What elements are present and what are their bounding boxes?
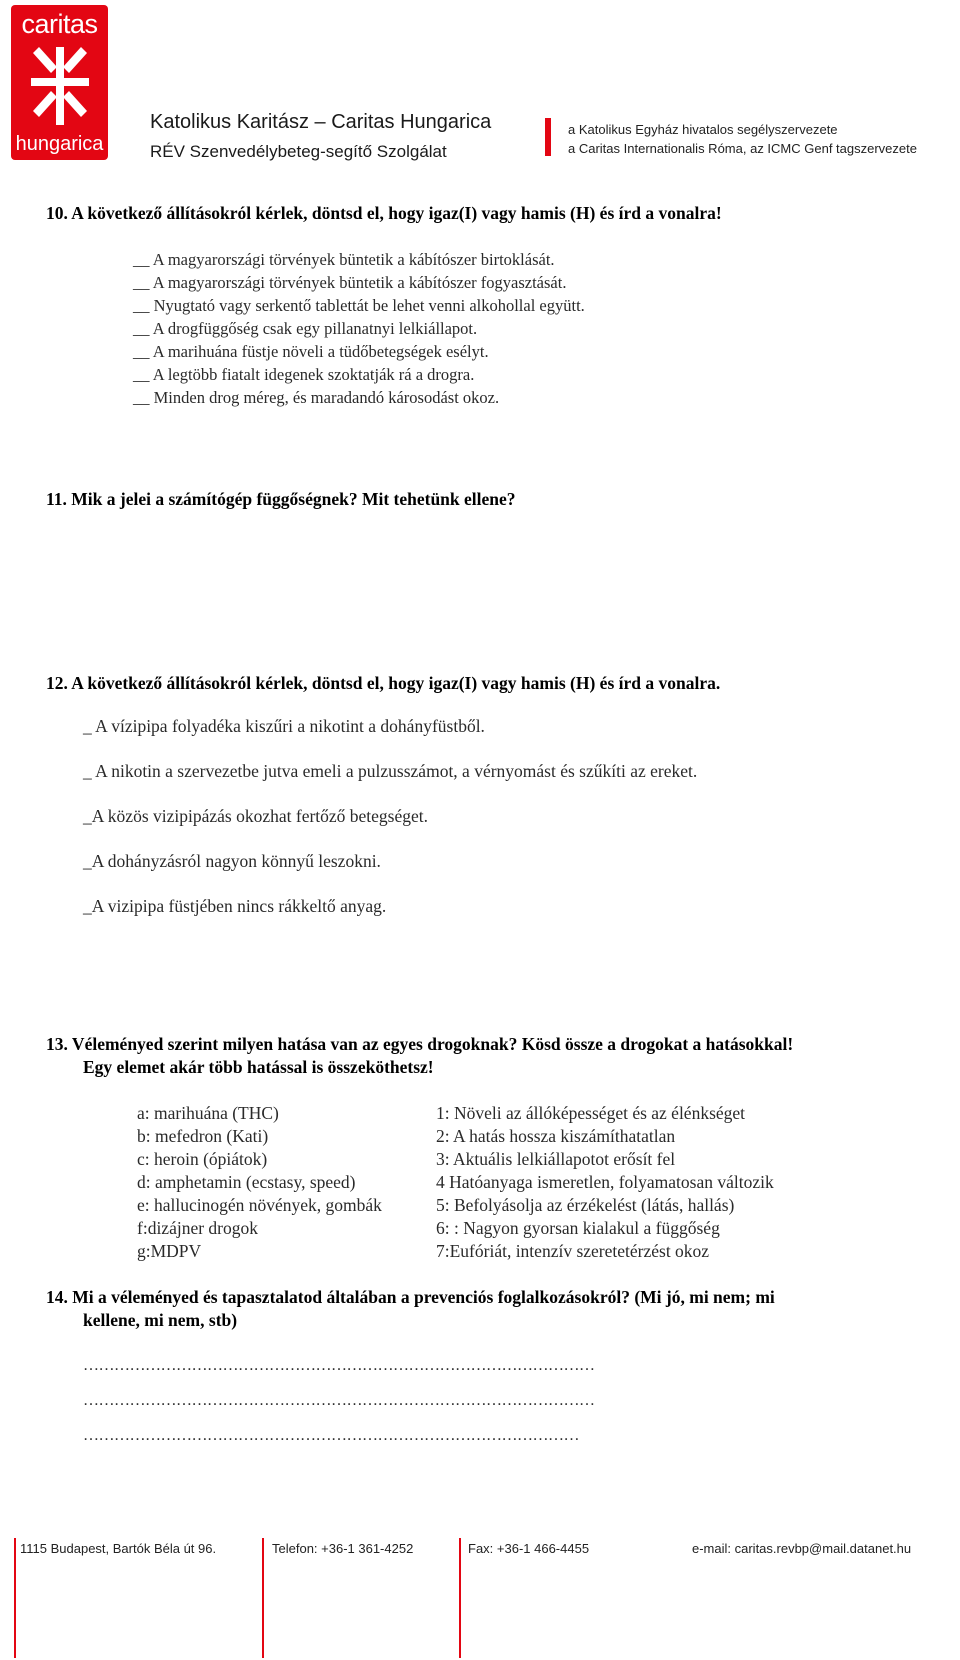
effect-item: 7:Eufóriát, intenzív szeretetérzést okoz [436, 1241, 710, 1261]
drug-item: d: amphetamin (ecstasy, speed) [137, 1172, 356, 1192]
question-11-title: 11. Mik a jelei a számítógép függőségnek? Mit tehetünk ellene? [46, 489, 516, 509]
drug-item: f:dizájner drogok [137, 1218, 258, 1238]
organization-name: Katolikus Karitász – Caritas Hungarica [150, 111, 492, 133]
logo-text-caritas: caritas [21, 9, 98, 39]
effect-item: 3: Aktuális lelkiállapotot erősít fel [436, 1149, 676, 1169]
question-14-title: 14. Mi a véleményed és tapasztalatod általában a prevenciós foglalkozásokról? (Mi jó, mi nem; mi [46, 1287, 775, 1307]
answer-line: ……………………………………………………………………………………… [83, 1392, 595, 1409]
footer-phone: Telefon: +36-1 361-4252 [272, 1541, 414, 1556]
q12-statement: _A vizipipa füstjében nincs rákkeltő anyag. [83, 896, 387, 916]
footer-email: e-mail: caritas.revbp@mail.datanet.hu [692, 1541, 912, 1556]
drug-item: b: mefedron (Kati) [137, 1126, 269, 1146]
header-divider [545, 118, 551, 156]
question-10-title: 10. A következő állításokról kérlek, döntsd el, hogy igaz(I) vagy hamis (H) és írd a vonalra! [46, 203, 722, 223]
effect-item: 2: A hatás hossza kiszámíthatatlan [436, 1126, 676, 1146]
answer-line: …………………………………………………………………………………… [83, 1427, 579, 1444]
drug-item: e: hallucinogén növények, gombák [137, 1195, 382, 1215]
footer-address: 1115 Budapest, Bartók Béla út 96. [20, 1541, 217, 1556]
question-14-subtitle: kellene, mi nem, stb) [83, 1310, 238, 1330]
q10-statement: __ A magyarországi törvények büntetik a kábítószer birtoklását. [133, 250, 555, 269]
footer-divider [459, 1538, 461, 1658]
footer-fax: Fax: +36-1 466-4455 [468, 1541, 590, 1556]
q12-statement: _ A vízipipa folyadéka kiszűri a nikotint a dohányfüstből. [83, 716, 485, 736]
effect-item: 5: Befolyásolja az érzékelést (látás, hallás) [436, 1195, 735, 1215]
q10-statement: __ A legtöbb fiatalt idegenek szoktatják rá a drogra. [133, 365, 475, 384]
question-12-title: 12. A következő állításokról kérlek, döntsd el, hogy igaz(I) vagy hamis (H) és írd a vonalra. [46, 673, 721, 693]
footer-divider [262, 1538, 264, 1658]
organization-service: RÉV Szenvedélybeteg-segítő Szolgálat [150, 142, 447, 161]
effect-item: 1: Növeli az állóképességet és az élénkséget [436, 1103, 746, 1123]
logo-text-hungarica: hungarica [15, 133, 104, 155]
q10-statement: __ Nyugtató vagy serkentő tablettát be lehet venni alkohollal együtt. [133, 296, 585, 315]
caritas-logo [11, 5, 108, 160]
effect-item: 6: : Nagyon gyorsan kialakul a függőség [436, 1218, 720, 1238]
drug-item: c: heroin (ópiátok) [137, 1149, 268, 1169]
question-13-title: 13. Véleményed szerint milyen hatása van az egyes drogoknak? Kösd össze a drogokat a hatásokkal! [46, 1034, 794, 1054]
drug-item: g:MDPV [137, 1241, 202, 1261]
effect-item: 4 Hatóanyaga ismeretlen, folyamatosan változik [436, 1172, 774, 1192]
q12-statement: _ A nikotin a szervezetbe jutva emeli a pulzusszámot, a vérnyomást és szűkíti az ereket. [83, 761, 698, 781]
q10-statement: __ A magyarországi törvények büntetik a kábítószer fogyasztását. [133, 273, 567, 292]
q12-statement: _A közös vizipipázás okozhat fertőző betegséget. [83, 806, 429, 826]
tagline-1: a Katolikus Egyház hivatalos segélyszervezete [568, 122, 838, 137]
drug-item: a: marihuána (THC) [137, 1103, 279, 1123]
caritas-cross-icon [29, 45, 91, 127]
q10-statement: __ A drogfüggőség csak egy pillanatnyi lelkiállapot. [133, 319, 478, 338]
footer-divider [14, 1538, 16, 1658]
tagline-2: a Caritas Internationalis Róma, az ICMC Genf tagszervezete [568, 141, 917, 156]
q12-statement: _A dohányzásról nagyon könnyű leszokni. [83, 851, 381, 871]
question-13-subtitle: Egy elemet akár több hatással is összeköthetsz! [83, 1057, 434, 1077]
q10-statement: __ Minden drog méreg, és maradandó károsodást okoz. [133, 388, 500, 407]
answer-line: ……………………………………………………………………………………… [83, 1357, 595, 1374]
q10-statement: __ A marihuána füstje növeli a tüdőbetegségek esélyt. [133, 342, 489, 361]
